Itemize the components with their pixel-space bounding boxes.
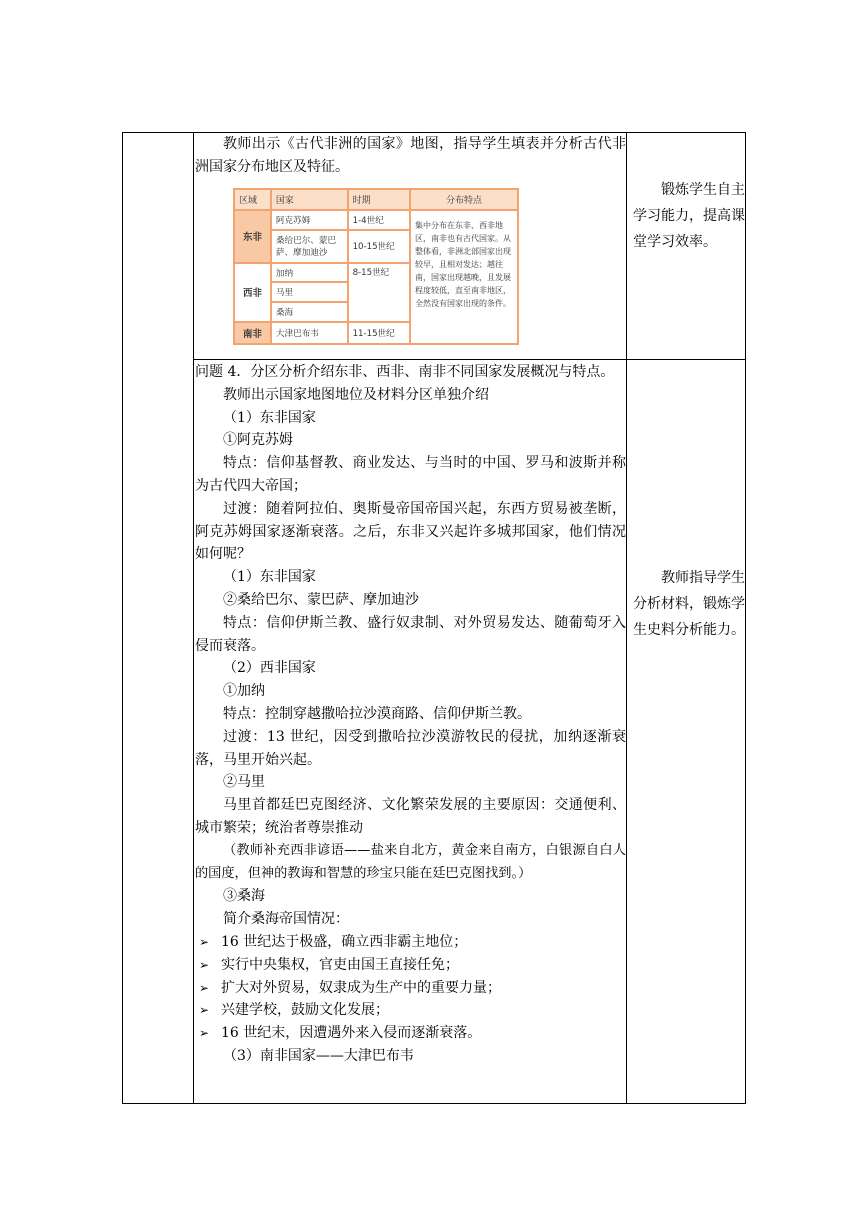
list-item: ➢ 16 世纪达于极盛，确立西非霸主地位； [195,931,626,954]
region-south: 南非 [234,322,271,344]
header-region: 区域 [234,189,271,210]
column-divider [626,133,627,1103]
bullet-arrow-icon: ➢ [199,1003,210,1018]
proverb-note: （教师补充西非谚语——盐来自北方，黄金来自南方，白银源自白人的国度，但神的教诲和智慧的珍宝只能在廷巴克图找到。） [195,842,626,881]
bullet-arrow-icon: ➢ [199,980,210,995]
list-item: ➢ 兴建学校，鼓励文化发展； [195,999,626,1022]
goal-text: 教师指导学生分析材料，锻炼学生史料分析能力。 [633,570,745,638]
period-cell: 1-4世纪 [348,210,410,230]
period-cell: 8-15世纪 [348,263,410,322]
text-line: 特点：控制穿越撒哈拉沙漠商路、信仰伊斯兰教。 [223,705,531,722]
header-period: 时期 [348,189,410,210]
header-feature: 分布特点 [410,189,518,210]
header-country: 国家 [271,189,348,210]
region-west: 西非 [234,263,271,322]
bullet-arrow-icon: ➢ [199,934,210,949]
country-cell: 桑海 [271,302,348,322]
sub-heading: ①加纳 [223,683,265,700]
text-line: 马里首都廷巴克图经济、文化繁荣发展的主要原因：交通便利、城市繁荣；统治者尊崇推动 [195,797,626,836]
section-heading: （2）西非国家 [223,660,316,677]
text-line: 过渡：13 世纪，因受到撒哈拉沙漠游牧民的侵扰，加纳逐渐衰落，马里开始兴起。 [195,728,626,768]
bullet-arrow-icon: ➢ [199,957,210,972]
column-divider [193,133,194,1103]
row1-content [195,133,626,340]
region-east: 东非 [234,210,271,263]
row2-content [195,361,626,1068]
period-cell: 10-15世纪 [348,230,410,263]
sub-heading: ②马里 [223,774,265,791]
question-4: 问题 4．分区分析介绍东非、西非、南非不同国家发展概况与特点。 [195,364,615,380]
intro-text: 教师出示《古代非洲的国家》地图，指导学生填表并分析古代非洲国家分布地区及特征。 [195,136,626,175]
row1-goal [633,177,745,255]
text-line: 过渡：随着阿拉伯、奥斯曼帝国帝国兴起，东西方贸易被垄断，阿克苏姆国家逐渐衰落。之后，东非又兴起许多城邦国家，他们情况如何呢？ [195,500,626,563]
period-cell: 11-15世纪 [348,322,410,344]
goal-text: 锻炼学生自主学习能力，提高课堂学习效率。 [633,182,745,250]
sub-heading: ③桑海 [223,888,265,905]
row-divider [193,359,746,360]
country-cell: 加纳 [271,263,348,283]
list-item: ➢ 16 世纪末，因遭遇外来入侵而逐渐衰落。 [195,1022,626,1045]
list-item: ➢ 扩大对外贸易，奴隶成为生产中的重要力量； [195,977,626,1000]
country-cell: 桑给巴尔、蒙巴萨、摩加迪沙 [271,230,348,263]
section-heading: （1）东非国家 [223,569,316,586]
lesson-table [122,132,746,1104]
country-cell: 大津巴布韦 [271,322,348,344]
africa-states-table-image [233,188,519,345]
section-heading: （3）南非国家——大津巴布韦 [223,1047,414,1064]
text-line: 简介桑海帝国情况： [223,911,349,928]
text-line: 特点：信仰伊斯兰教、盛行奴隶制、对外贸易发达、随葡萄牙入侵而衰落。 [195,614,626,654]
text-line: 特点：信仰基督教、商业发达、与当时的中国、罗马和波斯并称为古代四大帝国； [195,455,626,494]
sub-heading: ②桑给巴尔、蒙巴萨、摩加迪沙 [223,591,419,608]
songhai-bullet-list [195,931,626,1045]
section-heading: （1）东非国家 [223,409,316,426]
text-line: 教师出示国家地图地位及材料分区单独介绍 [223,386,489,403]
list-item: ➢ 实行中央集权，官吏由国王直接任免； [195,954,626,977]
bullet-arrow-icon: ➢ [199,1026,210,1041]
feature-cell: 集中分布在东非、西非地区，南非也有古代国家。从整体看，非洲北部国家出现较早，且相对发达；越往南，国家出现越晚，且发展程度较低，直至南非地区，全然没有国家出现的条件。 [410,210,518,344]
sub-heading: ①阿克苏姆 [223,432,293,449]
country-cell: 阿克苏姆 [271,210,348,230]
row2-goal [633,565,745,643]
country-cell: 马里 [271,282,348,302]
